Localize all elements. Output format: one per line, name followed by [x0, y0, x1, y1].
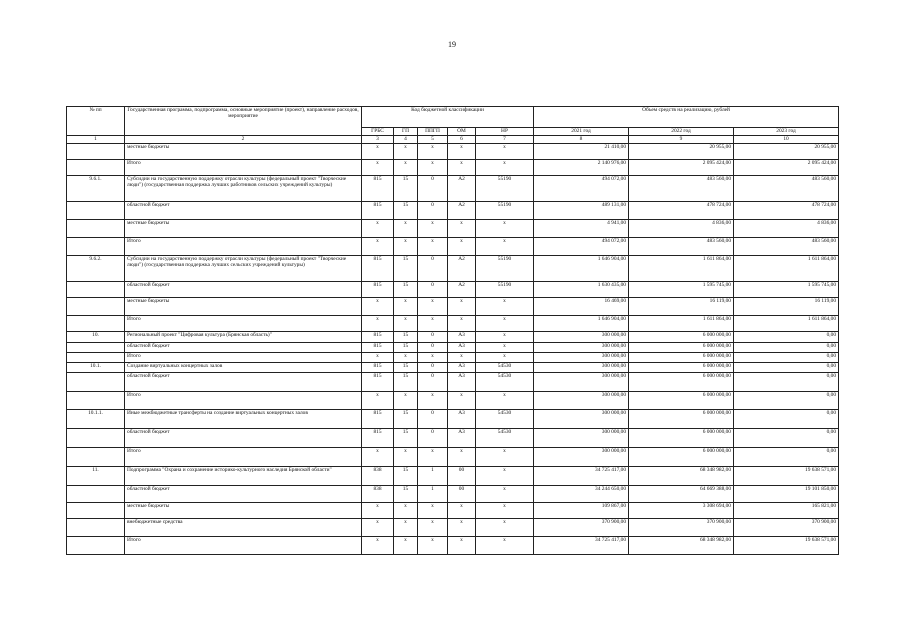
cell-2022: 6 000 000,00	[629, 392, 734, 410]
cell-2021: 300 000,00	[534, 363, 629, 373]
cell-2021: 489 131,00	[534, 202, 629, 220]
cell-grbs: 815	[362, 410, 394, 429]
table-row	[67, 332, 839, 343]
cell-2022: 6 000 000,00	[629, 332, 734, 343]
page-number: 19	[448, 40, 456, 49]
cell-gp: 15	[394, 332, 418, 343]
table-row	[67, 343, 839, 353]
table-row	[67, 537, 839, 555]
cell-ppgp: 0	[418, 332, 448, 343]
cell-2021: 300 000,00	[534, 410, 629, 429]
cell-gp: 15	[394, 176, 418, 202]
cell-2021: 34 244 650,00	[534, 486, 629, 503]
cell-2022: 6 000 000,00	[629, 448, 734, 467]
cell-om: А3	[448, 410, 476, 429]
col-number: 5	[418, 136, 448, 144]
budget-table	[66, 106, 839, 555]
cell-np: х	[476, 537, 534, 555]
table-row	[67, 220, 839, 238]
cell-np: х	[476, 316, 534, 332]
cell-grbs: х	[362, 220, 394, 238]
cell-om: х	[448, 503, 476, 519]
cell-grbs: х	[362, 316, 394, 332]
cell-ppgp: х	[418, 238, 448, 256]
row-number: 9.6.2.	[67, 256, 125, 282]
cell-2023: 0,00	[734, 363, 839, 373]
row-name: местные бюджеты	[125, 144, 362, 160]
row-name: Итого	[125, 238, 362, 256]
cell-np: х	[476, 343, 534, 353]
col-number: 1	[67, 136, 125, 144]
row-name: Итого	[125, 537, 362, 555]
cell-2023: 20 955,00	[734, 144, 839, 160]
cell-np: 54530	[476, 373, 534, 392]
cell-grbs: 815	[362, 343, 394, 353]
col-number: 10	[734, 136, 839, 144]
cell-2023: 478 724,00	[734, 202, 839, 220]
header-num: № пп	[67, 107, 125, 136]
cell-2021: 300 000,00	[534, 373, 629, 392]
cell-2022: 1 611 864,00	[629, 316, 734, 332]
row-number: 11.	[67, 467, 125, 486]
cell-2021: 1 646 904,00	[534, 316, 629, 332]
cell-gp: 15	[394, 343, 418, 353]
cell-gp: 15	[394, 256, 418, 282]
table-row	[67, 256, 839, 282]
cell-ppgp: 1	[418, 467, 448, 486]
header-np: НР	[476, 128, 534, 136]
cell-grbs: х	[362, 238, 394, 256]
cell-2023: 370 900,00	[734, 519, 839, 537]
row-name: Подпрограмма "Охрана и сохранение историко-культурного наследия Брянской области"	[125, 467, 362, 486]
row-number	[67, 353, 125, 363]
cell-ppgp: х	[418, 316, 448, 332]
row-number: 10.1.1.	[67, 410, 125, 429]
cell-gp: 15	[394, 363, 418, 373]
cell-2022: 3 308 694,00	[629, 503, 734, 519]
header-2022: 2022 год	[629, 128, 734, 136]
cell-2023: 0,00	[734, 429, 839, 448]
table-row	[67, 373, 839, 392]
cell-om: А2	[448, 202, 476, 220]
table-row	[67, 160, 839, 176]
cell-grbs: 815	[362, 429, 394, 448]
cell-grbs: х	[362, 503, 394, 519]
cell-gp: 15	[394, 467, 418, 486]
cell-np: х	[476, 519, 534, 537]
cell-np: х	[476, 448, 534, 467]
cell-2021: 34 725 417,00	[534, 467, 629, 486]
cell-gp: х	[394, 144, 418, 160]
cell-gp: х	[394, 298, 418, 316]
row-number	[67, 202, 125, 220]
row-name: местные бюджеты	[125, 503, 362, 519]
cell-2021: 1 646 904,00	[534, 256, 629, 282]
cell-om: х	[448, 353, 476, 363]
row-number	[67, 238, 125, 256]
row-number	[67, 343, 125, 353]
cell-ppgp: 0	[418, 202, 448, 220]
cell-ppgp: х	[418, 537, 448, 555]
cell-2022: 1 595 745,00	[629, 282, 734, 298]
row-number	[67, 486, 125, 503]
cell-np: х	[476, 144, 534, 160]
cell-grbs: х	[362, 144, 394, 160]
cell-gp: 15	[394, 486, 418, 503]
cell-2022: 68 348 982,00	[629, 467, 734, 486]
cell-2021: 300 000,00	[534, 343, 629, 353]
cell-2022: 6 000 000,00	[629, 343, 734, 353]
cell-om: х	[448, 298, 476, 316]
header-ppgp: ППГП	[418, 128, 448, 136]
cell-om: х	[448, 448, 476, 467]
cell-2022: 6 000 000,00	[629, 410, 734, 429]
cell-2023: 0,00	[734, 373, 839, 392]
cell-2022: 483 560,00	[629, 176, 734, 202]
table-row	[67, 202, 839, 220]
cell-grbs: 838	[362, 467, 394, 486]
cell-2023: 19 638 571,00	[734, 537, 839, 555]
row-name: Региональный проект "Цифровая культура (Брянская область)"	[125, 332, 362, 343]
cell-grbs: х	[362, 160, 394, 176]
cell-ppgp: х	[418, 220, 448, 238]
cell-om: х	[448, 238, 476, 256]
cell-2021: 1 630 435,00	[534, 282, 629, 298]
cell-grbs: 815	[362, 282, 394, 298]
cell-np: х	[476, 467, 534, 486]
cell-np: 55190	[476, 202, 534, 220]
cell-np: х	[476, 503, 534, 519]
cell-np: 54530	[476, 363, 534, 373]
row-number	[67, 316, 125, 332]
cell-gp: х	[394, 160, 418, 176]
cell-grbs: х	[362, 392, 394, 410]
cell-om: х	[448, 220, 476, 238]
cell-np: 54530	[476, 429, 534, 448]
header-2021: 2021 год	[534, 128, 629, 136]
cell-om: А3	[448, 343, 476, 353]
header-om: ОМ	[448, 128, 476, 136]
cell-2021: 370 900,00	[534, 519, 629, 537]
cell-grbs: х	[362, 353, 394, 363]
cell-om: х	[448, 519, 476, 537]
cell-2021: 300 000,00	[534, 353, 629, 363]
cell-2023: 1 611 864,00	[734, 316, 839, 332]
col-number: 3	[362, 136, 394, 144]
cell-2022: 4 836,00	[629, 220, 734, 238]
row-number	[67, 160, 125, 176]
cell-np: х	[476, 353, 534, 363]
row-number: 10.1.	[67, 363, 125, 373]
cell-grbs: 815	[362, 256, 394, 282]
table-row	[67, 410, 839, 429]
cell-2021: 494 072,00	[534, 176, 629, 202]
cell-2023: 483 560,00	[734, 176, 839, 202]
row-number	[67, 429, 125, 448]
row-name: местные бюджеты	[125, 220, 362, 238]
header-grbs: ГРБС	[362, 128, 394, 136]
row-name: Итого	[125, 392, 362, 410]
cell-2021: 16 469,00	[534, 298, 629, 316]
cell-2023: 1 611 864,00	[734, 256, 839, 282]
cell-2023: 19 638 571,00	[734, 467, 839, 486]
table-row	[67, 467, 839, 486]
row-name: Итого	[125, 353, 362, 363]
cell-ppgp: 0	[418, 176, 448, 202]
cell-np: х	[476, 298, 534, 316]
cell-gp: х	[394, 353, 418, 363]
row-name: Иные межбюджетные трансферты на создание виртуальных концертных залов	[125, 410, 362, 429]
cell-2023: 16 119,00	[734, 298, 839, 316]
cell-ppgp: х	[418, 160, 448, 176]
cell-2022: 64 669 388,00	[629, 486, 734, 503]
cell-2022: 6 000 000,00	[629, 429, 734, 448]
cell-2023: 1 595 745,00	[734, 282, 839, 298]
cell-2022: 16 119,00	[629, 298, 734, 316]
row-name: Субсидии на государственную поддержку отрасли культуры (федеральный проект "Творческие люди") (государственная поддержка лучших сельских учреждений культуры)	[125, 256, 362, 282]
cell-om: А3	[448, 373, 476, 392]
cell-np: 54530	[476, 410, 534, 429]
cell-2021: 21 410,00	[534, 144, 629, 160]
cell-2022: 370 900,00	[629, 519, 734, 537]
cell-2023: 4 836,00	[734, 220, 839, 238]
cell-2023: 0,00	[734, 410, 839, 429]
cell-2023: 0,00	[734, 353, 839, 363]
cell-2023: 0,00	[734, 343, 839, 353]
row-number: 10.	[67, 332, 125, 343]
cell-grbs: х	[362, 519, 394, 537]
row-name: областной бюджет	[125, 282, 362, 298]
row-number	[67, 392, 125, 410]
cell-om: А2	[448, 256, 476, 282]
cell-2023: 2 095 424,00	[734, 160, 839, 176]
cell-om: 00	[448, 467, 476, 486]
cell-ppgp: х	[418, 353, 448, 363]
table-row	[67, 392, 839, 410]
cell-2023: 19 101 850,00	[734, 486, 839, 503]
cell-2022: 68 348 982,00	[629, 537, 734, 555]
row-name: областной бюджет	[125, 486, 362, 503]
row-number	[67, 282, 125, 298]
cell-ppgp: 0	[418, 363, 448, 373]
cell-np: х	[476, 238, 534, 256]
row-number	[67, 503, 125, 519]
cell-gp: х	[394, 503, 418, 519]
cell-2021: 34 725 417,00	[534, 537, 629, 555]
table-row	[67, 282, 839, 298]
cell-ppgp: 0	[418, 343, 448, 353]
cell-np: х	[476, 160, 534, 176]
table-row	[67, 448, 839, 467]
cell-om: 00	[448, 486, 476, 503]
cell-2021: 300 000,00	[534, 392, 629, 410]
cell-om: А3	[448, 429, 476, 448]
cell-gp: х	[394, 537, 418, 555]
cell-grbs: 815	[362, 176, 394, 202]
header-row-col-numbers	[67, 136, 839, 144]
header-program: Государственная программа, подпрограмма, основные мероприятие (проект), направление расходов, мероприятие	[125, 107, 362, 136]
table-row	[67, 363, 839, 373]
row-name: областной бюджет	[125, 202, 362, 220]
cell-2023: 0,00	[734, 392, 839, 410]
row-name: Итого	[125, 160, 362, 176]
row-number: 9.6.1.	[67, 176, 125, 202]
col-number: 9	[629, 136, 734, 144]
cell-np: 55190	[476, 256, 534, 282]
cell-gp: х	[394, 220, 418, 238]
cell-grbs: 815	[362, 373, 394, 392]
row-number	[67, 448, 125, 467]
table-row	[67, 519, 839, 537]
cell-grbs: х	[362, 448, 394, 467]
col-number: 8	[534, 136, 629, 144]
cell-ppgp: х	[418, 519, 448, 537]
cell-ppgp: 0	[418, 410, 448, 429]
row-name: местные бюджеты	[125, 298, 362, 316]
table-row	[67, 298, 839, 316]
cell-2022: 478 724,00	[629, 202, 734, 220]
cell-gp: 15	[394, 202, 418, 220]
row-name: Итого	[125, 316, 362, 332]
cell-ppgp: х	[418, 298, 448, 316]
cell-grbs: х	[362, 298, 394, 316]
row-number	[67, 537, 125, 555]
cell-gp: х	[394, 316, 418, 332]
cell-gp: 15	[394, 410, 418, 429]
cell-np: 55190	[476, 282, 534, 298]
header-gp: ГП	[394, 128, 418, 136]
cell-om: А2	[448, 176, 476, 202]
cell-np: х	[476, 332, 534, 343]
table-row	[67, 353, 839, 363]
cell-2022: 2 095 424,00	[629, 160, 734, 176]
col-number: 6	[448, 136, 476, 144]
col-number: 7	[476, 136, 534, 144]
cell-2021: 300 000,00	[534, 448, 629, 467]
table-row	[67, 486, 839, 503]
cell-2023: 0,00	[734, 332, 839, 343]
cell-2021: 300 000,00	[534, 332, 629, 343]
header-volume: Объем средств на реализацию, рублей	[534, 107, 839, 128]
row-name: Создание виртуальных концертных залов	[125, 363, 362, 373]
cell-np: х	[476, 486, 534, 503]
cell-ppgp: 0	[418, 373, 448, 392]
cell-gp: х	[394, 448, 418, 467]
row-name: областной бюджет	[125, 373, 362, 392]
cell-ppgp: х	[418, 503, 448, 519]
cell-ppgp: 1	[418, 486, 448, 503]
row-name: областной бюджет	[125, 429, 362, 448]
cell-np: 55190	[476, 176, 534, 202]
cell-gp: 15	[394, 373, 418, 392]
cell-2021: 4 941,00	[534, 220, 629, 238]
cell-gp: х	[394, 392, 418, 410]
table-row	[67, 429, 839, 448]
cell-om: А3	[448, 332, 476, 343]
col-number: 4	[394, 136, 418, 144]
table-row	[67, 238, 839, 256]
table-row	[67, 316, 839, 332]
row-name: областной бюджет	[125, 343, 362, 353]
cell-np: х	[476, 392, 534, 410]
header-2023: 2023 год	[734, 128, 839, 136]
cell-gp: х	[394, 519, 418, 537]
cell-om: х	[448, 392, 476, 410]
cell-ppgp: х	[418, 448, 448, 467]
cell-gp: х	[394, 238, 418, 256]
row-number	[67, 373, 125, 392]
cell-2022: 6 000 000,00	[629, 373, 734, 392]
cell-grbs: х	[362, 537, 394, 555]
cell-ppgp: 0	[418, 256, 448, 282]
cell-om: х	[448, 316, 476, 332]
cell-np: х	[476, 220, 534, 238]
cell-2022: 1 611 864,00	[629, 256, 734, 282]
cell-2021: 2 140 976,00	[534, 160, 629, 176]
row-number	[67, 519, 125, 537]
cell-2021: 109 867,00	[534, 503, 629, 519]
cell-grbs: 838	[362, 486, 394, 503]
header-row-main	[67, 107, 839, 128]
cell-ppgp: х	[418, 392, 448, 410]
cell-2023: 0,00	[734, 448, 839, 467]
cell-om: х	[448, 144, 476, 160]
cell-grbs: 815	[362, 202, 394, 220]
cell-gp: 15	[394, 429, 418, 448]
table-row	[67, 144, 839, 160]
cell-grbs: 815	[362, 332, 394, 343]
cell-om: А2	[448, 282, 476, 298]
cell-2022: 20 955,00	[629, 144, 734, 160]
row-number	[67, 220, 125, 238]
cell-2023: 165 821,00	[734, 503, 839, 519]
cell-gp: 15	[394, 282, 418, 298]
row-name: внебюджетные средства	[125, 519, 362, 537]
row-name: Итого	[125, 448, 362, 467]
cell-2022: 6 000 000,00	[629, 363, 734, 373]
cell-2021: 300 000,00	[534, 429, 629, 448]
cell-ppgp: х	[418, 144, 448, 160]
cell-2023: 483 560,00	[734, 238, 839, 256]
row-name: Субсидии на государственную поддержку отрасли культуры (федеральный проект "Творческие люди") (государственная поддержка лучших работников сельских учреждений культуры)	[125, 176, 362, 202]
cell-ppgp: 0	[418, 282, 448, 298]
table-row	[67, 176, 839, 202]
cell-2021: 494 072,00	[534, 238, 629, 256]
table-row	[67, 503, 839, 519]
header-budget-code: Код бюджетной классификации	[362, 107, 534, 128]
row-number	[67, 144, 125, 160]
row-number	[67, 298, 125, 316]
cell-2022: 6 000 000,00	[629, 353, 734, 363]
cell-om: А3	[448, 363, 476, 373]
cell-grbs: 815	[362, 363, 394, 373]
cell-ppgp: 0	[418, 429, 448, 448]
cell-om: х	[448, 537, 476, 555]
cell-om: х	[448, 160, 476, 176]
cell-2022: 483 560,00	[629, 238, 734, 256]
col-number: 2	[125, 136, 362, 144]
